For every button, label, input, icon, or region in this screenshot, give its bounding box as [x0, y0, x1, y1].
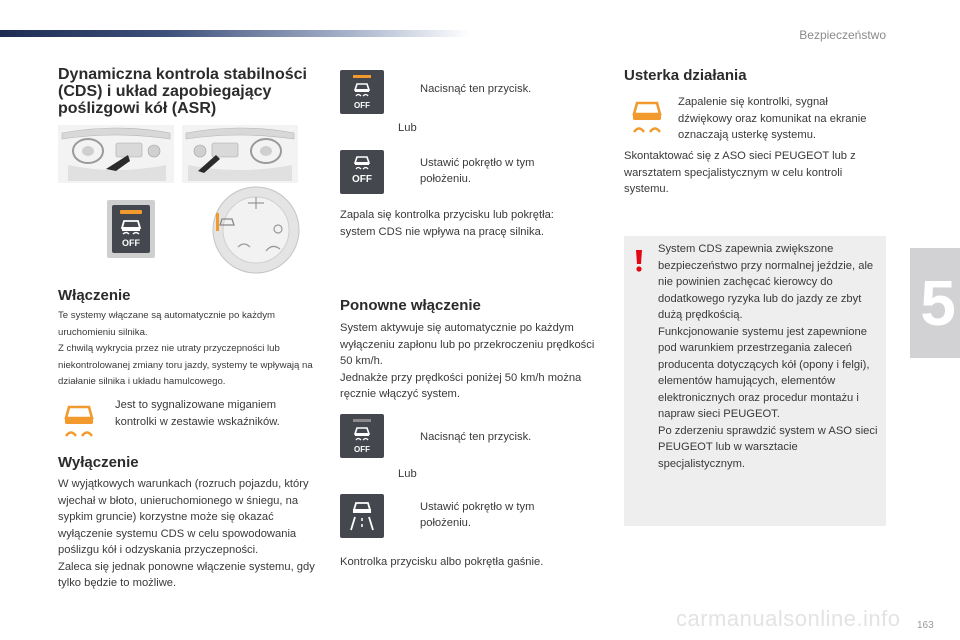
- cds-fault-lamp-icon: [628, 100, 666, 136]
- section-title: Bezpieczeństwo: [799, 28, 886, 42]
- step-press-button: Nacisnąć ten przycisk.: [420, 83, 532, 95]
- page-title: Dynamiczna kontrola stabilności (CDS) i układ zapobiegający poślizgowi kół (ASR): [58, 66, 307, 117]
- step-set-dial-2: Ustawić pokrętło w tym położeniu.: [420, 501, 535, 529]
- off-label: OFF: [354, 101, 370, 110]
- header-bar: [0, 30, 470, 37]
- fault-text: Skontaktować się z ASO sieci PEUGEOT lub z warsztatem specjalistycznym w celu kontroli systemu.: [624, 150, 856, 195]
- disable-heading: Wyłączenie: [58, 454, 139, 471]
- chapter-number: 5: [920, 267, 956, 339]
- skidding-car-icon: [353, 82, 371, 98]
- fault-heading: Usterka działania: [624, 67, 747, 84]
- step-press-button-2: Nacisnąć ten przycisk.: [420, 431, 532, 443]
- car-on-road-icon: [348, 500, 376, 532]
- cds-off-result: Zapala się kontrolka przycisku lub pokrętła: system CDS nie wpływa na pracę silnika.: [340, 209, 554, 238]
- dashboard-right-illustration: [182, 125, 298, 183]
- cds-off-dial-icon-1: [340, 150, 384, 194]
- exclamation-icon: [631, 248, 647, 274]
- reenable-text: System aktywuje się automatycznie po każdym wyłączeniu zapłonu lub po przekroczeniu prędkości 50 km/h. Jednakże przy prędkości poniżej 50 km/h można ręcznie włączyć system.: [340, 322, 595, 400]
- reenable-heading: Ponowne włączenie: [340, 297, 481, 314]
- cds-off-button-icon-1: [340, 70, 384, 114]
- warning-text: System CDS zapewnia zwiększone bezpieczeństwo przy normalnej jeździe, ale nie powinien zachęcać kierowcy do dodatkowego ryzyka lub do jazdy ze zbyt dużą prędkością. Funkcjonowanie systemu jest zapewnione pod warunkiem przestrzegania zaleceń producenta dotyczących kół (opony i felgi), elementów hamujących, elementów elektronicznych oraz procedur montażu i napraw sieci PEUGEOT. Po zderzeniu sprawdzić system w ASO sieci PEUGEOT lub w warsztacie specjalistycznym.: [658, 243, 878, 470]
- chapter-tab: [910, 248, 960, 358]
- cds-warning-lamp-icon: [60, 404, 98, 440]
- dashboard-left-illustration: [58, 125, 174, 183]
- skidding-car-icon: [353, 155, 371, 171]
- off-label: OFF: [354, 445, 370, 454]
- step-set-dial: Ustawić pokrętło w tym położeniu.: [420, 157, 535, 185]
- rotary-dial-illustration: [208, 185, 302, 275]
- off-label: OFF: [352, 174, 372, 185]
- fault-indicator-text: Zapalenie się kontrolki, sygnał dźwiękowy oraz komunikat na ekranie oznaczają usterkę systemu.: [678, 96, 867, 141]
- cds-on-dial-icon: [340, 494, 384, 538]
- disable-text: W wyjątkowych warunkach (rozruch pojazdu, który wjechał w błoto, unieruchomionego w śniegu, na sypkim gruncie) korzystne może się okazać wyłączenie systemu CDS w celu spowodowania poślizgu kół i odzyskania przyczepności. Zaleca się jednak ponowne włączenie systemu, gdy tylko będzie to możliwe.: [58, 478, 315, 589]
- cds-off-button-illustration: [107, 200, 155, 258]
- cds-off-button-icon-2: [340, 414, 384, 458]
- enable-indicator-text: Jest to sygnalizowane miganiem kontrolki w zestawie wskaźników.: [115, 399, 280, 428]
- dashboard-illustrations: [58, 125, 298, 183]
- led-indicator: [120, 210, 142, 214]
- enable-text: Te systemy włączane są automatycznie po każdym uruchomieniu silnika. Z chwilą wykrycia przez nie utraty przyczepności lub niekontrolowanej zmiany toru jazdy, systemy te wpływają na działanie silnika i układu hamulcowego.: [58, 310, 313, 387]
- page-number: 163: [917, 620, 934, 631]
- off-label: OFF: [122, 238, 140, 248]
- enable-heading: Włączenie: [58, 287, 131, 304]
- footer-watermark: carmanualsonline.info: [676, 606, 901, 631]
- warning-panel: [624, 236, 886, 526]
- cds-on-result: Kontrolka przycisku albo pokrętła gaśnie.: [340, 556, 544, 568]
- or-label-2: Lub: [398, 468, 417, 480]
- skidding-car-icon: [119, 218, 143, 236]
- or-label-1: Lub: [398, 122, 417, 134]
- skidding-car-icon: [353, 426, 371, 442]
